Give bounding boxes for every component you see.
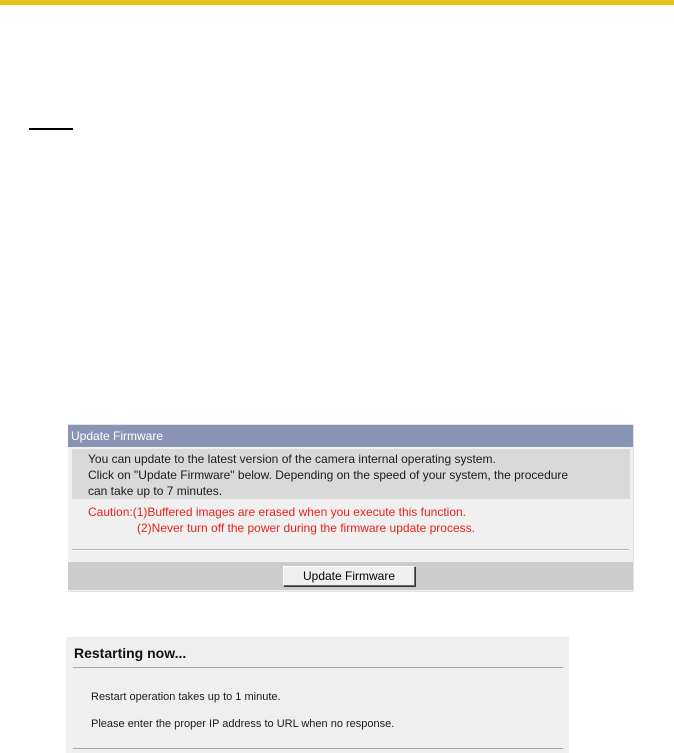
caution-line-2: (2)Never turn off the power during the firmware update process. bbox=[137, 521, 475, 535]
panel-divider bbox=[72, 549, 629, 551]
restart-info-line: Restart operation takes up to 1 minute. bbox=[91, 691, 281, 703]
update-firmware-header: Update Firmware bbox=[68, 425, 633, 447]
description-line: You can update to the latest version of the camera internal operating system. bbox=[88, 452, 496, 466]
top-rule bbox=[0, 0, 674, 5]
restarting-panel bbox=[66, 637, 569, 753]
caution-text bbox=[88, 504, 475, 536]
caution-line-1: Caution:(1)Buffered images are erased when you execute this function. bbox=[88, 505, 466, 519]
update-firmware-button[interactable]: Update Firmware bbox=[283, 566, 415, 586]
update-firmware-panel bbox=[66, 424, 634, 592]
description-line: can take up to 7 minutes. bbox=[88, 484, 223, 498]
note-underline bbox=[29, 128, 73, 130]
restarting-divider-top bbox=[73, 667, 563, 668]
description-line: Click on "Update Firmware" below. Depending on the speed of your system, the procedure bbox=[88, 468, 569, 482]
update-firmware-description bbox=[72, 449, 630, 499]
restart-info-line: Please enter the proper IP address to URL when no response. bbox=[91, 718, 395, 730]
restarting-divider-bottom bbox=[73, 748, 563, 749]
button-bar bbox=[68, 562, 633, 590]
restarting-title: Restarting now... bbox=[74, 645, 187, 661]
